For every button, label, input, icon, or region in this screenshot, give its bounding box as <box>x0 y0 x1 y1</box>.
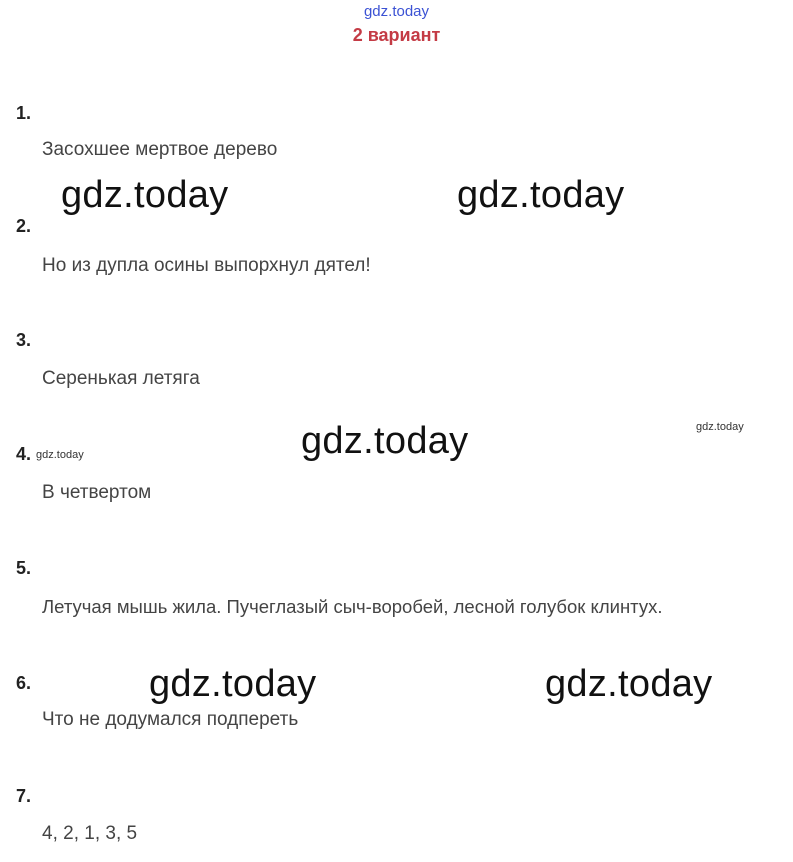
watermark: gdz.today <box>36 449 84 461</box>
answer-number-7: 7. <box>16 786 32 806</box>
answer-text-1: Засохшее мертвое дерево <box>42 139 278 160</box>
answer-text-2: Но из дупла осины выпорхнул дятел! <box>42 255 371 276</box>
answer-text-4: В четвертом <box>42 482 152 503</box>
answer-text-7: 4, 2, 1, 3, 5 <box>42 823 138 844</box>
watermark: gdz.today <box>149 663 317 705</box>
watermark: gdz.today <box>301 420 469 462</box>
answer-number-6: 6. <box>16 673 32 693</box>
answer-number-3: 3. <box>16 330 32 350</box>
answer-text-3: Серенькая летяга <box>42 368 200 389</box>
watermark: gdz.today <box>696 421 744 433</box>
variant-title: 2 вариант <box>352 25 441 45</box>
answer-number-1: 1. <box>16 103 32 123</box>
watermark: gdz.today <box>61 174 229 216</box>
answer-text-6: Что не додумался подпереть <box>42 709 299 730</box>
answer-number-5: 5. <box>16 558 32 578</box>
watermark: gdz.today <box>545 663 713 705</box>
header-watermark: gdz.today <box>363 3 430 20</box>
answer-number-4: 4. <box>16 444 32 464</box>
answer-text-5: Летучая мышь жила. Пучеглазый сыч-воробей, лесной голубок клинтух. <box>42 596 663 617</box>
answer-number-2: 2. <box>16 216 32 236</box>
watermark: gdz.today <box>457 174 625 216</box>
